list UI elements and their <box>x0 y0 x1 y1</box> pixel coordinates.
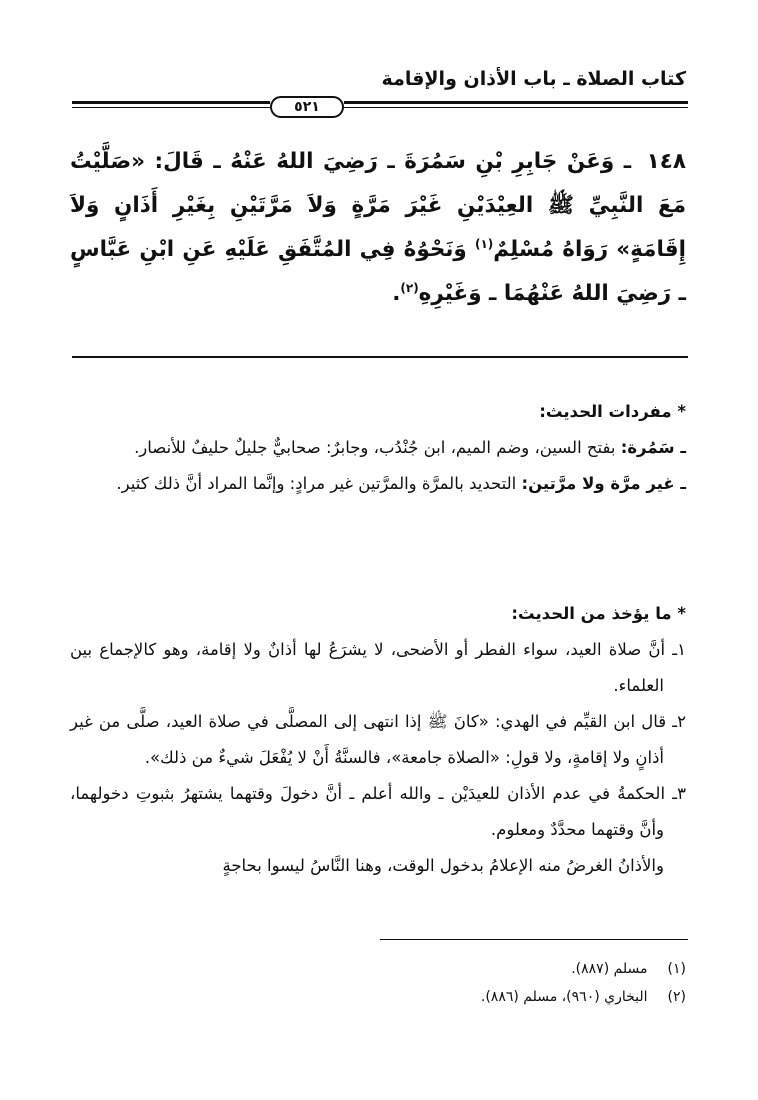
lesson-item: ٢ـ قال ابن القيِّم في الهدي: «كانَ ﷺ إذا انتهى إلى المصلَّى في صلاة العيد، صلَّى من غير أذانٍ ولا إقامةٍ، ولا قولِ: «الصلاة جامعة»، فالسنَّةُ أَنْ لا يُفْعَلَ شيءٌ من ذلك». <box>70 712 686 767</box>
footnote-mark: (١) <box>667 961 686 977</box>
vocab-text: التحديد بالمرَّة والمرَّتين غير مرادٍ: وإنَّما المراد أنَّ ذلك كثير. <box>116 474 522 493</box>
vocab-heading: * مفردات الحديث: <box>539 402 686 421</box>
footnote-ref-1[interactable]: (١) <box>474 236 494 251</box>
footnote-1 <box>70 955 686 983</box>
footnote-rule <box>380 939 688 940</box>
footnote-2 <box>70 983 686 1011</box>
running-title: كتاب الصلاة ـ باب الأذان والإقامة <box>381 68 686 90</box>
vocab-section <box>70 394 686 502</box>
hadith-text <box>70 140 686 316</box>
header-rule <box>72 96 688 118</box>
hadith-dash: ـ <box>623 149 632 174</box>
vocab-text: بفتح السين، وضم الميم، ابن جُنْدُب، وجابرٌ: صحابيٌّ جليلٌ حليفٌ للأنصار. <box>134 438 621 457</box>
hadith-text-end: . <box>392 281 401 306</box>
footnote-ref-2[interactable]: (٢) <box>400 280 419 295</box>
vocab-item <box>70 466 686 502</box>
footnote-text: مسلم (٨٨٧). <box>571 961 648 977</box>
page-number: ٥٢١ <box>270 96 344 118</box>
vocab-term: ـ سَمُرة: <box>620 438 686 457</box>
hadith-text-part2: وَنَحْوُهُ فِي المُتَّفَقِ عَلَيْهِ عَنِ ابْنِ عَبَّاسٍ ـ رَضِيَ اللهُ عَنْهُمَا ـ وَغَيْرِهِ <box>70 237 686 306</box>
section-divider <box>72 356 688 358</box>
lessons-section <box>70 596 686 884</box>
vocab-term: ـ غير مرَّة ولا مرَّتين: <box>521 474 686 493</box>
footnotes <box>70 955 686 1011</box>
footnote-text: البخاري (٩٦٠)، مسلم (٨٨٦). <box>480 989 648 1005</box>
lesson-continuation: والأذانُ الغرضُ منه الإعلامُ بدخول الوقت، وهنا النَّاسُ ليسوا بحاجةٍ <box>222 856 664 875</box>
hadith-text-part1: وَعَنْ جَابِرِ بْنِ سَمُرَةَ ـ رَضِيَ اللهُ عَنْهُ ـ قَالَ: «صَلَّيْتُ مَعَ النَّبِيِّ ﷺ العِيْدَيْنِ غَيْرَ مَرَّةٍ وَلاَ مَرَّتَيْنِ بِغَيْرِ أَذَانٍ وَلاَ إِقَامَةٍ» رَوَاهُ مُسْلِمٌ <box>70 149 687 262</box>
footnote-mark: (٢) <box>667 989 686 1005</box>
hadith-number: ١٤٨ <box>646 149 686 174</box>
lesson-item: ٣ـ الحكمةُ في عدم الأذان للعيدَيْن ـ والله أعلم ـ أنَّ دخولَ وقتهما يشتهرُ بثبوتِ دخولهما، وأنَّ وقتهما محدَّدٌ ومعلوم. <box>70 784 686 839</box>
lessons-heading: * ما يؤخذ من الحديث: <box>511 604 686 623</box>
vocab-item <box>70 430 686 466</box>
lesson-item: ١ـ أنَّ صلاة العيد، سواء الفطر أو الأضحى، لا يشرَعُ لها أذانٌ ولا إقامة، وهو كالإجماع بين العلماء. <box>70 640 686 695</box>
